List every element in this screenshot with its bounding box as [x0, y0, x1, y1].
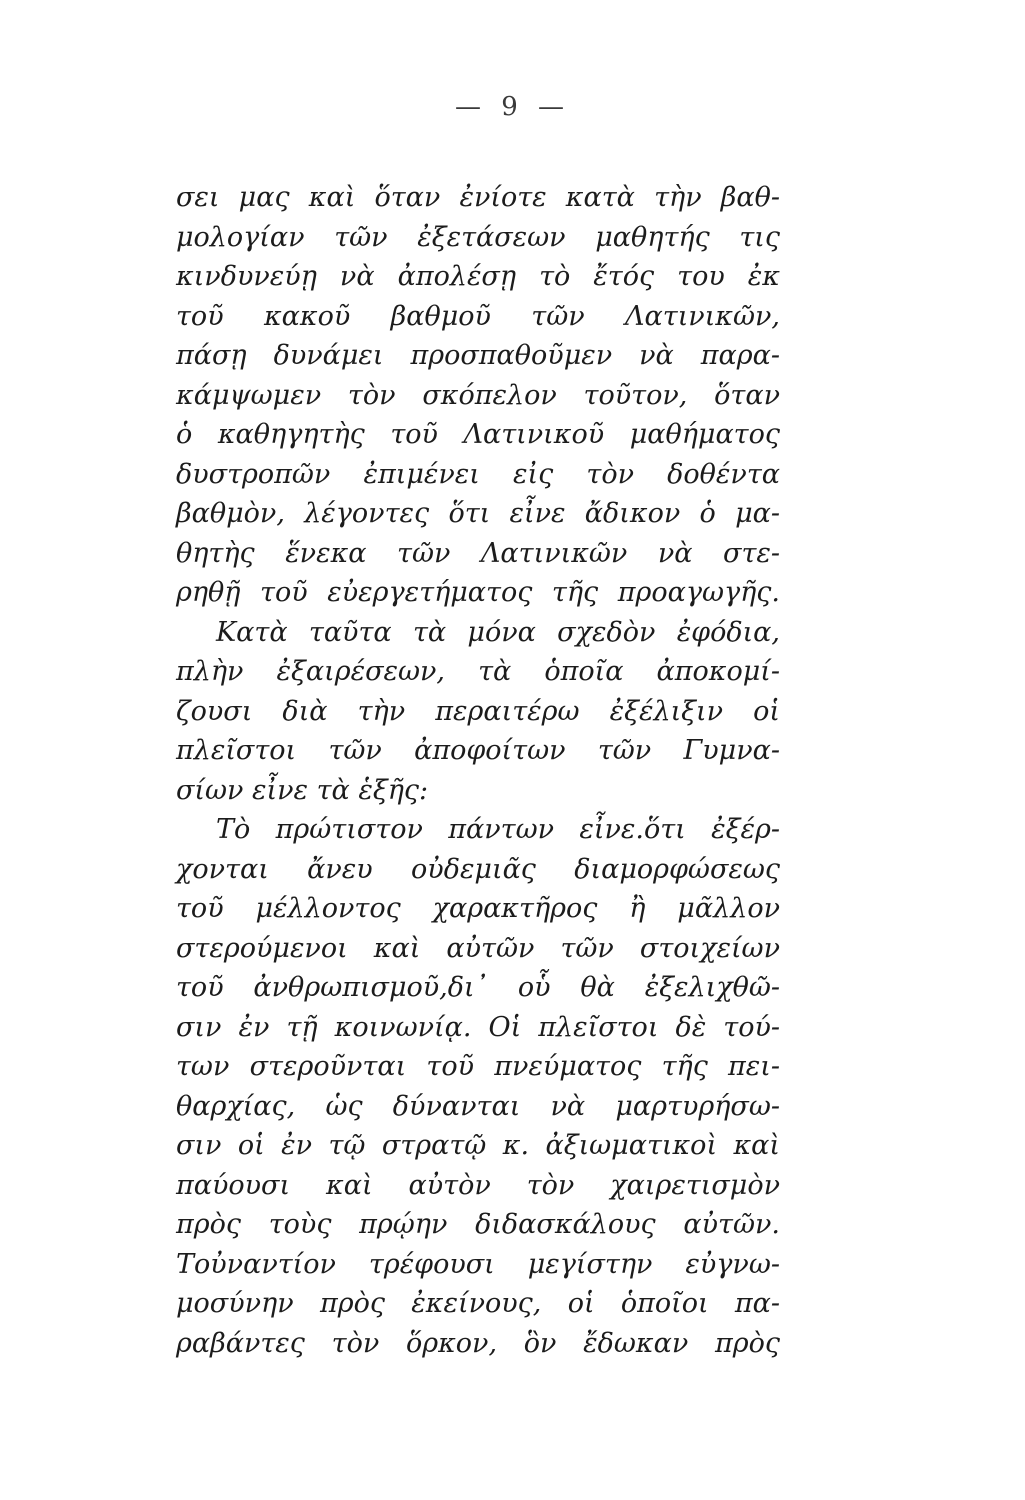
text-line: τοῦ κακοῦ βαθμοῦ τῶν Λατινικῶν,: [176, 300, 780, 332]
text-line: θαρχίας, ὡς δύνανται νὰ μαρτυρήσω-: [176, 1090, 780, 1122]
text-line: βαθμὸν, λέγοντες ὅτι εἶνε ἄδικον ὁ μα-: [176, 498, 780, 529]
text-line: σίων εἶνε τὰ ἑξῆς:: [176, 774, 429, 806]
body-text: [176, 178, 780, 1363]
text-line: Τοὐναντίον τρέφουσι μεγίστην εὐγνω-: [176, 1248, 780, 1280]
text-line: τοῦ μέλλοντος χαρακτῆρος ἢ μᾶλλον: [176, 893, 780, 924]
text-line: ζουσι διὰ τὴν περαιτέρω ἐξέλιξιν οἱ: [176, 695, 780, 727]
text-line: στερούμενοι καὶ αὐτῶν τῶν στοιχείων: [176, 932, 780, 964]
text-line: ραβάντες τὸν ὅρκον, ὃν ἔδωκαν πρὸς: [176, 1327, 780, 1359]
text-line: δυστροπῶν ἐπιμένει εἰς τὸν δοθέντα: [176, 458, 780, 490]
text-line: κάμψωμεν τὸν σκόπελον τοῦτον, ὅταν: [176, 379, 780, 411]
text-line: των στεροῦνται τοῦ πνεύματος τῆς πει-: [176, 1051, 780, 1082]
text-line: τοῦ ἀνθρωπισμοῦ,δι᾿ οὗ θὰ ἐξελιχθῶ-: [176, 972, 780, 1003]
text-line: παύουσι καὶ αὐτὸν τὸν χαιρετισμὸν: [176, 1169, 780, 1201]
text-line: θητὴς ἕνεκα τῶν Λατινικῶν νὰ στε-: [176, 537, 780, 569]
text-line: πρὸς τοὺς πρῴην διδασκάλους αὐτῶν.: [176, 1209, 780, 1240]
text-line: σιν οἱ ἐν τῷ στρατῷ κ. ἀξιωματικοὶ καὶ: [176, 1130, 780, 1161]
paragraph-start-line: Κατὰ ταῦτα τὰ μόνα σχεδὸν ἐφόδια,: [216, 616, 780, 648]
text-line: σει μας καὶ ὅταν ἐνίοτε κατὰ τὴν βαθ-: [176, 182, 780, 213]
page-number: — 9 —: [454, 92, 571, 122]
text-line: πλεῖστοι τῶν ἀποφοίτων τῶν Γυμνα-: [176, 735, 780, 766]
text-line: κινδυνεύῃ νὰ ἀπολέσῃ τὸ ἔτός του ἐκ: [176, 261, 780, 292]
text-line: χονται ἄνευ οὐδεμιᾶς διαμορφώσεως: [176, 853, 780, 885]
text-line: ὁ καθηγητὴς τοῦ Λατινικοῦ μαθήματος: [176, 419, 780, 450]
paragraph-start-line: Τὸ πρώτιστον πάντων εἶνε.ὅτι ἐξέρ-: [216, 814, 780, 845]
text-line: πάσῃ δυνάμει προσπαθοῦμεν νὰ παρα-: [176, 340, 780, 371]
text-line: μολογίαν τῶν ἐξετάσεων μαθητής τις: [176, 221, 780, 253]
text-line: μοσύνην πρὸς ἐκείνους, οἱ ὁποῖοι πα-: [176, 1288, 780, 1319]
text-line: σιν ἐν τῇ κοινωνίᾳ. Οἱ πλεῖστοι δὲ τού-: [176, 1011, 780, 1043]
text-line: ρηθῇ τοῦ εὐεργετήματος τῆς προαγωγῆς.: [176, 577, 780, 608]
text-line: πλὴν ἐξαιρέσεων, τὰ ὁποῖα ἀποκομί-: [176, 656, 780, 687]
